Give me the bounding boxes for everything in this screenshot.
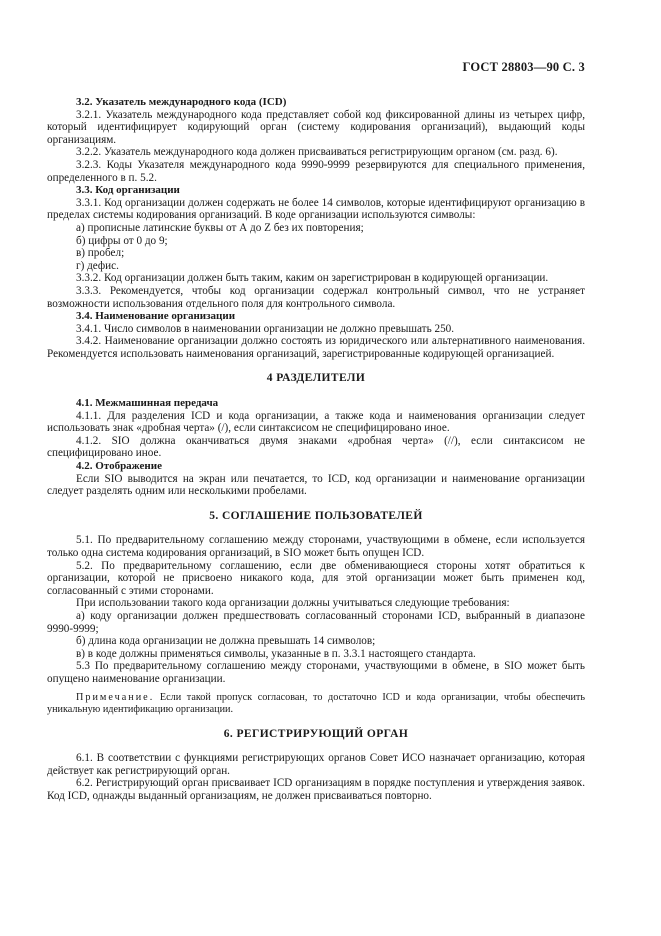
paragraph-4-1-1: 4.1.1. Для разделения ICD и кода организации, а также кода и наименования организации следует использовать знак «дробная черта» (/), если синтаксисом не специфицировано иное.	[47, 409, 585, 435]
paragraph-5-2-requirements: При использовании такого кода организации должны учитываться следующие требования:	[76, 597, 510, 610]
paragraph-3-2-3: 3.2.3. Коды Указателя международного кода 9990-9999 резервируются для специального применения, определенного в п. 5.2.	[47, 158, 585, 184]
running-head: ГОСТ 28803—90 С. 3	[462, 60, 585, 74]
list-item-b: б) цифры от 0 до 9;	[76, 234, 168, 247]
requirement-c: в) в коде должны применяться символы, указанные в п. 3.3.1 настоящего стандарта.	[76, 647, 476, 660]
paragraph-6-1: 6.1. В соответствии с функциями регистрирующих органов Совет ИСО назначает организацию, которая действует как регистрирующий орган.	[47, 752, 585, 777]
paragraph-5-2: 5.2. По предварительному соглашению, если две обменивающиеся стороны хотят обратиться к организации, которой не присвоено никакого кода, для этой организации может быть применен код, согласованный с этими сторонами.	[47, 559, 585, 597]
section-title-5: 5. СОГЛАШЕНИЕ ПОЛЬЗОВАТЕЛЕЙ	[209, 509, 423, 522]
note	[47, 692, 585, 716]
paragraph-4-2: Если SIO выводится на экран или печатается, то ICD, код организации и наименование организации следует разделять одним или несколькими пробелами.	[47, 472, 585, 498]
subsection-title-4-2: 4.2. Отображение	[76, 460, 162, 473]
paragraph-3-2-2: 3.2.2. Указатель международного кода должен присваиваться регистрирующим органом (см. разд. 6).	[76, 146, 558, 159]
requirement-a: а) коду организации должен предшествовать согласованный сторонами ICD, выбранный в диапазоне 9990-9999;	[47, 609, 585, 635]
paragraph-3-2-1: 3.2.1. Указатель международного кода представляет собой код фиксированной длины из четырех цифр, который идентифицирует кодирующий орган (систему кодирования организаций), выдающий коды организациям.	[47, 108, 585, 146]
note-label: Примечание.	[76, 691, 155, 703]
paragraph-6-2: 6.2. Регистрирующий орган присваивает ICD организациям в порядке поступления и утверждения заявок. Код ICD, однажды выданный организациям, не должен присваиваться повторно.	[47, 777, 585, 802]
subsection-title-3-3: 3.3. Код организации	[76, 184, 180, 197]
list-item-c: в) пробел;	[76, 247, 125, 260]
list-item-d: г) дефис.	[76, 259, 119, 272]
subsection-title-3-2: 3.2. Указатель международного кода (ICD)	[76, 96, 287, 108]
paragraph-5-1: 5.1. По предварительному соглашению между сторонами, участвующими в обмене, если используется только одна система кодирования организаций, в SIO может быть опущен ICD.	[47, 534, 585, 559]
section-title-6: 6. РЕГИСТРИРУЮЩИЙ ОРГАН	[223, 727, 409, 740]
paragraph-3-3-2: 3.3.2. Код организации должен быть таким, каким он зарегистрирован в кодирующей организации.	[76, 272, 549, 285]
subsection-title-3-4: 3.4. Наименование организации	[76, 310, 236, 323]
paragraph-4-1-2: 4.1.2. SIO должна оканчиваться двумя знаками «дробная черта» (//), если синтаксисом не специфицировано иное.	[47, 434, 585, 460]
requirement-b: б) длина кода организации не должна превышать 14 символов;	[76, 635, 376, 648]
paragraph-3-3-1: 3.3.1. Код организации должен содержать не более 14 символов, которые идентифицируют организацию в пределах системы кодирования организаций. В коде организации используются символы:	[47, 196, 585, 222]
paragraph-3-4-2: 3.4.2. Наименование организации должно состоять из юридического или альтернативного наименования. Рекомендуется использовать наименования организаций, зарегистрированные кодирующей организацией.	[47, 335, 585, 360]
paragraph-5-3: 5.3 По предварительному соглашению между сторонами, участвующими в обмене, в SIO может быть опущено наименование организации.	[47, 660, 585, 685]
paragraph-3-3-3: 3.3.3. Рекомендуется, чтобы код организации содержал контрольный символ, что не устраняет возможности использования отдельного поля для контрольного символа.	[47, 284, 585, 310]
note-text: Если такой пропуск согласован, то достаточно ICD и кода организации, чтобы обеспечить уникальную идентификацию организации.	[47, 691, 586, 715]
list-item-a: а) прописные латинские буквы от А до Z без их повторения;	[76, 221, 364, 234]
document-body	[47, 96, 585, 803]
section-title-4: 4 РАЗДЕЛИТЕЛИ	[266, 372, 366, 385]
subsection-title-4-1: 4.1. Межмашинная передача	[76, 397, 219, 410]
paragraph-3-4-1: 3.4.1. Число символов в наименовании организации не должно превышать 250.	[76, 322, 455, 335]
